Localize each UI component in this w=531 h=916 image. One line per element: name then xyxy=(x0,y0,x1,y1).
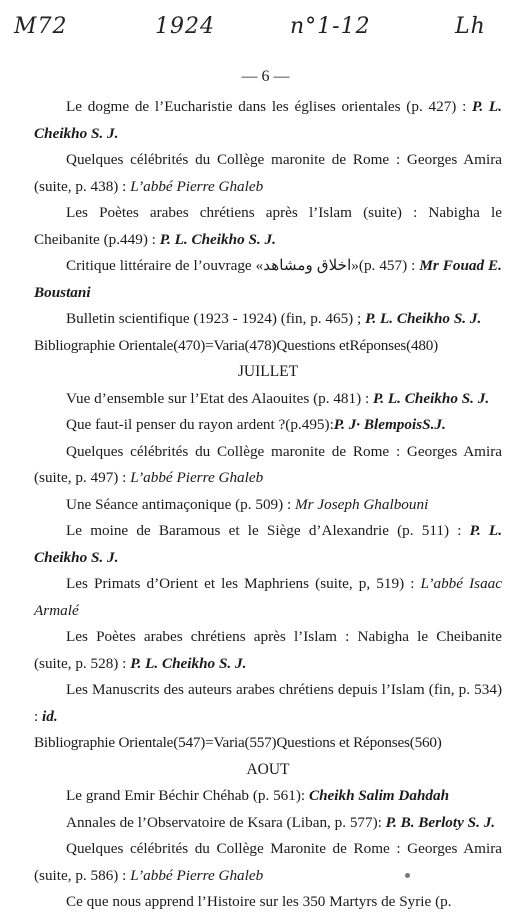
toc-entry xyxy=(34,439,502,492)
entry-author: P. L. Cheikho S. J. xyxy=(159,230,276,248)
entry-author: P. L. Cheikho S. J. xyxy=(365,310,482,327)
entry-title: Les Poètes arabes chrétiens après l’Islam (suite) : Nabigha le Cheibanite (p.449) : xyxy=(34,204,502,248)
toc-entry xyxy=(34,492,502,519)
entry-title: Ce que nous apprend l’Histoire sur les 350 Martyrs de Syrie (p. xyxy=(66,893,452,910)
toc-entry xyxy=(34,306,502,333)
toc-entry xyxy=(34,571,502,624)
entry-author: P. J· BlempoisS.J. xyxy=(333,416,446,433)
toc-entry xyxy=(34,253,502,306)
entry-author: L’abbé Pierre Ghaleb xyxy=(130,866,264,884)
entry-title: Le moine de Baramous et le Siège d’Alexandrie (p. 511) : xyxy=(66,522,470,539)
entry-title: Que faut-il penser du rayon ardent ?(p.495): xyxy=(66,416,334,433)
page-number: — 6 — xyxy=(241,68,290,85)
entry-author: P. L. Cheikho S. J. xyxy=(34,98,502,142)
table-of-contents xyxy=(34,94,502,916)
entry-title: Quelques célébrités du Collège maronite de Rome : Georges Amira (suite, p. 438) : xyxy=(34,151,502,195)
ink-dot xyxy=(405,873,410,878)
entry-title: Vue d’ensemble sur l’Etat des Alaouites (p. 481) : xyxy=(66,389,373,407)
entry-title: Les Primats d’Orient et les Maphriens (suite, p, 519) : xyxy=(66,575,421,592)
month-heading-aout: AOUT xyxy=(246,760,290,778)
toc-entry xyxy=(34,147,502,200)
toc-entry xyxy=(34,386,502,413)
entry-title: Quelques célébrités du Collège Maronite de Rome : Georges Amira (suite, p. 586) : xyxy=(34,840,502,884)
toc-entry xyxy=(34,836,502,889)
entry-author: L’abbé Isaac Armalé xyxy=(34,575,503,619)
toc-entry xyxy=(34,677,502,730)
entry-title: Critique littéraire de l’ouvrage «اخلاق ومشاهد»(p. 457) : xyxy=(66,257,420,274)
toc-entry xyxy=(34,94,502,147)
toc-entry xyxy=(34,810,502,837)
handwritten-mark: Lh xyxy=(455,14,486,39)
entry-author: L’abbé Pierre Ghaleb xyxy=(130,177,264,195)
entry-title: Les Manuscrits des auteurs arabes chrétiens depuis l’Islam (fin, p. 534) : xyxy=(34,681,502,725)
entry-title: Les Poètes arabes chrétiens après l’Islam : Nabigha le Cheibanite (suite, p. 528) : xyxy=(34,628,502,672)
entry-title: Le grand Emir Béchir Chéhab (p. 561): xyxy=(66,787,309,804)
month-heading-juillet: JUILLET xyxy=(237,363,299,380)
handwritten-shelfmark: M72 xyxy=(14,14,68,39)
entry-title: Une Séance antimaçonique (p. 509) : xyxy=(66,495,295,513)
entry-author: Mr Fouad E. Boustani xyxy=(34,257,502,301)
entry-author: P. L. Cheikho S. J. xyxy=(372,389,490,407)
toc-entry xyxy=(34,200,502,253)
toc-entry xyxy=(34,783,502,810)
handwritten-year: 1924 xyxy=(155,14,215,39)
entry-author: P. L. Cheikho S. J. xyxy=(130,654,247,672)
entry-title: Annales de l’Observatoire de Ksara (Liban, p. 577): xyxy=(66,813,386,831)
toc-entry xyxy=(34,889,502,916)
entry-author: P. L. Cheikho S. J. xyxy=(34,522,502,566)
entry-title: Quelques célébrités du Collège maronite de Rome : Georges Amira (suite, p. 497) : xyxy=(34,442,502,486)
entry-author: P. B. Berloty S. J. xyxy=(385,813,496,831)
entry-title: Bulletin scientifique (1923 - 1924) (fin, p. 465) ; xyxy=(66,310,366,327)
entry-author: L’abbé Pierre Ghaleb xyxy=(130,469,264,486)
bibliography-line: Bibliographie Orientale(547)=Varia(557)Questions et Réponses(560) xyxy=(34,734,442,751)
entry-title: Le dogme de l’Eucharistie dans les églises orientales (p. 427) : xyxy=(66,98,473,115)
toc-entry xyxy=(34,518,502,571)
entry-author: Mr Joseph Ghalbouni xyxy=(295,495,429,513)
toc-entry xyxy=(34,624,502,677)
entry-author: Cheikh Salim Dahdah xyxy=(308,787,450,804)
handwritten-issue-range: n°1-12 xyxy=(290,14,371,39)
entry-author: id. xyxy=(42,707,58,725)
bibliography-line: Bibliographie Orientale(470)=Varia(478)Questions etRéponses(480) xyxy=(34,336,439,354)
toc-entry xyxy=(34,412,502,439)
